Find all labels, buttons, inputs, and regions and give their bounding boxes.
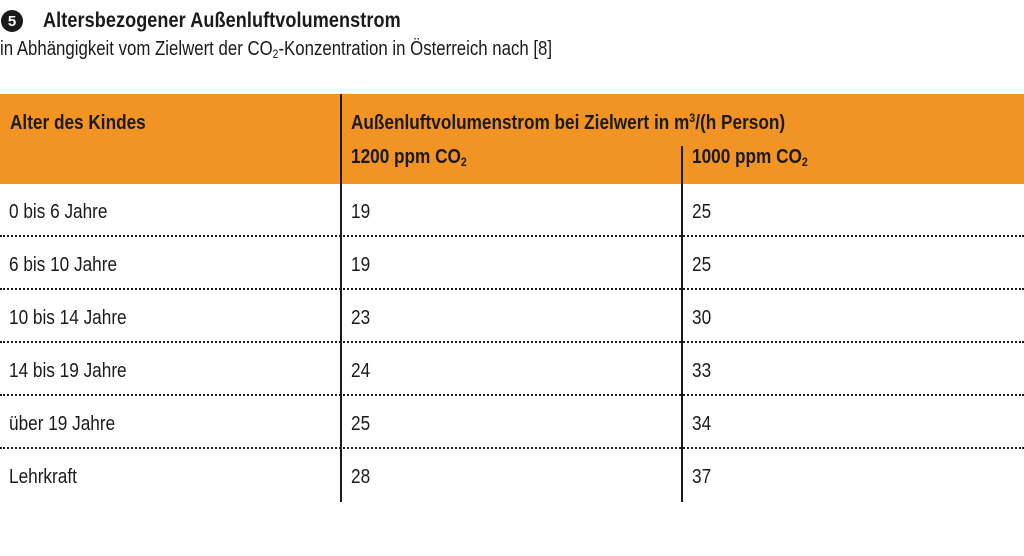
cell-value-1200ppm: 28 bbox=[351, 466, 371, 488]
cell-value-1000ppm: 30 bbox=[692, 307, 712, 329]
table-row bbox=[0, 343, 1024, 396]
table-row bbox=[0, 449, 1024, 502]
column-divider bbox=[681, 146, 683, 502]
table-row bbox=[0, 396, 1024, 449]
cell-value-1000ppm: 37 bbox=[692, 466, 712, 488]
subtitle-subscript: 2 bbox=[272, 47, 279, 62]
cell-value-1200ppm: 19 bbox=[351, 254, 371, 276]
column-header-1200ppm bbox=[351, 146, 467, 169]
figure-subtitle bbox=[0, 38, 552, 61]
col2-header-subscript: 2 bbox=[801, 155, 808, 170]
cell-value-1200ppm: 19 bbox=[351, 201, 371, 223]
group-header-superscript: 3 bbox=[689, 111, 696, 126]
column-divider bbox=[340, 94, 342, 502]
table-header-band bbox=[0, 94, 1024, 184]
cell-value-1200ppm: 25 bbox=[351, 413, 371, 435]
column-header-age: Alter des Kindes bbox=[10, 112, 146, 134]
cell-age: 14 bis 19 Jahre bbox=[9, 360, 127, 382]
cell-value-1000ppm: 34 bbox=[692, 413, 712, 435]
cell-value-1000ppm: 25 bbox=[692, 201, 712, 223]
figure-title: Altersbezogener Außenluftvolumenstrom bbox=[43, 9, 401, 32]
col1-header-text: 1200 ppm CO bbox=[351, 146, 461, 168]
cell-value-1200ppm: 23 bbox=[351, 307, 371, 329]
col1-header-subscript: 2 bbox=[460, 155, 467, 170]
column-header-1000ppm bbox=[692, 146, 808, 169]
cell-age: 10 bis 14 Jahre bbox=[9, 307, 127, 329]
figure-number-badge: 5 bbox=[1, 10, 23, 32]
cell-value-1000ppm: 25 bbox=[692, 254, 712, 276]
cell-age: Lehrkraft bbox=[9, 466, 77, 488]
figure-heading bbox=[0, 6, 459, 36]
cell-value-1000ppm: 33 bbox=[692, 360, 712, 382]
cell-age: 6 bis 10 Jahre bbox=[9, 254, 118, 276]
col2-header-text: 1000 ppm CO bbox=[692, 146, 802, 168]
table-row bbox=[0, 237, 1024, 290]
cell-value-1200ppm: 24 bbox=[351, 360, 371, 382]
subtitle-text-before: in Abhängigkeit vom Zielwert der CO bbox=[0, 38, 273, 60]
group-header-text-after: /(h Person) bbox=[695, 112, 786, 134]
table-row bbox=[0, 290, 1024, 343]
group-header-text-before: Außenluftvolumenstrom bei Zielwert in m bbox=[351, 112, 690, 134]
cell-age: über 19 Jahre bbox=[9, 413, 116, 435]
table-row bbox=[0, 184, 1024, 237]
subtitle-text-after: -Konzentration in Österreich nach [8] bbox=[278, 38, 553, 60]
cell-age: 0 bis 6 Jahre bbox=[9, 201, 108, 223]
column-group-header bbox=[351, 112, 785, 135]
